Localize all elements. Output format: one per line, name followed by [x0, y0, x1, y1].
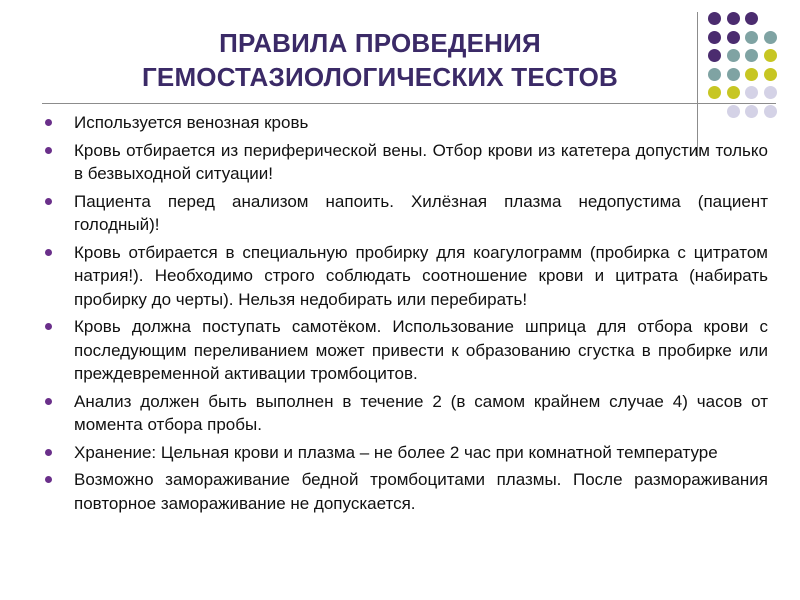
rule-item [42, 390, 768, 437]
decorative-dot [727, 86, 740, 99]
bullet-icon [45, 147, 52, 154]
decorative-dot [745, 31, 758, 44]
decorative-dot [745, 12, 758, 25]
title-line-1: ПРАВИЛА ПРОВЕДЕНИЯ [219, 28, 541, 58]
rule-item [42, 241, 768, 312]
rule-text: Кровь должна поступать самотёком. Использование шприца для отбора крови с последующим переливанием может привести к образованию сгустка в пробирке или преждевременной активации тромбоцитов. [74, 317, 768, 383]
decorative-dot [745, 86, 758, 99]
bullet-icon [45, 398, 52, 405]
rule-text: Анализ должен быть выполнен в течение 2 (в самом крайнем случае 4) часов от момента отбора пробы. [74, 391, 768, 434]
rule-item [42, 139, 768, 186]
decorative-dot [764, 49, 777, 62]
decorative-dot [708, 12, 721, 25]
rules-list [42, 111, 768, 519]
slide-title [60, 26, 700, 94]
decorative-dot [708, 68, 721, 81]
bullet-icon [45, 476, 52, 483]
bullet-icon [45, 249, 52, 256]
rule-text: Используется венозная кровь [74, 113, 309, 132]
horizontal-divider [42, 103, 776, 104]
rule-item [42, 111, 768, 135]
decorative-dot [764, 31, 777, 44]
rule-item [42, 315, 768, 386]
bullet-icon [45, 449, 52, 456]
bullet-icon [45, 198, 52, 205]
rule-item [42, 441, 768, 465]
decorative-dot [745, 49, 758, 62]
rule-text: Пациента перед анализом напоить. Хилёзная плазма недопустима (пациент голодный)! [74, 191, 768, 234]
decorative-dot [727, 31, 740, 44]
bullet-icon [45, 323, 52, 330]
rule-text: Возможно замораживание бедной тромбоцитами плазмы. После размораживания повторное замораживание не допускается. [74, 470, 768, 513]
decorative-dot [727, 49, 740, 62]
decorative-dot [745, 68, 758, 81]
rule-text: Кровь отбирается в специальную пробирку для коагулограмм (пробирка с цитратом натрия!). Необходимо строго соблюдать соотношение крови и цитрата (набирать пробирку до черты). Нельзя недобирать или перебирать! [74, 242, 768, 309]
decorative-dot [727, 68, 740, 81]
bullet-icon [45, 119, 52, 126]
rule-text: Хранение: Цельная крови и плазма – не более 2 час при комнатной температуре [74, 442, 718, 462]
decorative-dot [708, 31, 721, 44]
decorative-dot [727, 12, 740, 25]
decorative-dot [708, 49, 721, 62]
decorative-dot [764, 86, 777, 99]
title-line-2: ГЕМОСТАЗИОЛОГИЧЕСКИХ ТЕСТОВ [141, 62, 619, 92]
decorative-dot [708, 86, 721, 99]
decorative-dot [764, 68, 777, 81]
rule-item [42, 190, 768, 237]
rule-item [42, 468, 768, 515]
rule-text: Кровь отбирается из периферической вены. Отбор крови из катетера допустим только в безвыходной ситуации! [74, 140, 768, 183]
